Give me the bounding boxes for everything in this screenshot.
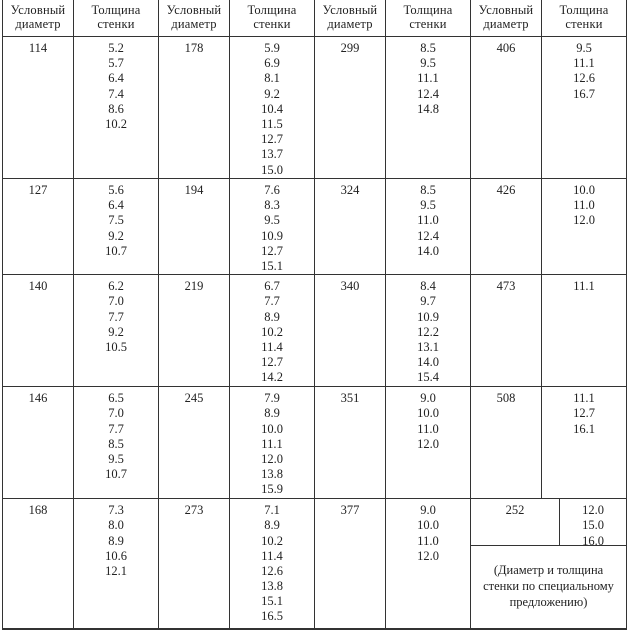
wall-thickness-value: 11.1 [573,279,595,294]
wall-thickness-value: 9.2 [264,86,280,101]
header-diameter: Условный диаметр [471,0,542,37]
header-wall-thickness: Толщина стенки [230,0,315,37]
wall-thickness-value: 10.0 [417,518,439,533]
wall-thickness-value: 16.0 [582,533,604,548]
wall-thickness-value: 6.2 [108,279,124,294]
special-order-note: (Диаметр и толщина стенки по специальному предложению) [483,563,614,610]
diameter-cell: 127 [3,179,74,275]
wall-thickness-value: 6.4 [108,198,124,213]
wall-thickness-value: 11.4 [261,548,283,563]
wall-thickness-cell [386,179,471,275]
diameter-cell: 178 [159,37,230,179]
wall-thickness-value: 13.8 [261,579,283,594]
wall-thickness-value: 10.5 [105,339,127,354]
wall-thickness-value: 11.0 [573,198,595,213]
wall-thickness-value: 12.6 [261,563,283,578]
wall-thickness-value: 7.0 [108,406,124,421]
wall-thickness-value: 9.5 [420,198,436,213]
wall-thickness-value: 8.4 [420,279,436,294]
wall-thickness-value: 9.5 [108,451,124,466]
wall-thickness-value: 11.1 [573,56,595,71]
wall-thickness-cell [542,275,627,387]
wall-thickness-value: 12.7 [573,406,595,421]
wall-thickness-value: 12.0 [261,451,283,466]
diameter-cell: 473 [471,275,542,387]
wall-thickness-value: 14.2 [261,370,283,385]
table-body [3,37,627,629]
diameter-cell: 340 [315,275,386,387]
wall-thickness-value: 12.0 [573,213,595,228]
wall-thickness-value: 11.1 [261,436,283,451]
diameter-cell: 219 [159,275,230,387]
wall-thickness-value: 8.1 [264,71,280,86]
wall-thickness-value: 9.0 [420,503,436,518]
diameter-cell: 168 [3,499,74,629]
wall-thickness-value: 9.7 [420,294,436,309]
table-row [3,275,627,387]
wall-thickness-value: 6.7 [264,279,280,294]
wall-thickness-value: 5.2 [108,41,124,55]
wall-thickness-cell [230,499,315,629]
wall-thickness-value: 11.1 [573,391,595,406]
wall-thickness-value: 11.4 [261,339,283,354]
diameter-cell: 377 [315,499,386,629]
wall-thickness-value: 11.0 [417,213,439,228]
wall-thickness-value: 7.0 [108,294,124,309]
diameter-cell: 406 [471,37,542,179]
wall-thickness-cell [386,37,471,179]
wall-thickness-value: 8.9 [264,518,280,533]
header-wall-thickness: Толщина стенки [386,0,471,37]
wall-thickness-cell [230,179,315,275]
wall-thickness-cell [74,499,159,629]
wall-thickness-value: 7.3 [108,503,124,518]
wall-thickness-cell [230,387,315,499]
wall-thickness-value: 8.9 [108,533,124,548]
wall-thickness-value: 8.9 [264,406,280,421]
wall-thickness-value: 12.6 [573,71,595,86]
header-diameter: Условный диаметр [315,0,386,37]
wall-thickness-value: 7.4 [108,86,124,101]
wall-thickness-value: 15.9 [261,482,283,497]
wall-thickness-value: 6.4 [108,71,124,86]
wall-thickness-value: 9.0 [420,391,436,406]
wall-thickness-value: 12.7 [261,243,283,258]
header-wall-thickness: Толщина стенки [542,0,627,37]
wall-thickness-value: 9.2 [108,228,124,243]
wall-thickness-value: 13.7 [261,147,283,162]
wall-thickness-cell [230,275,315,387]
diameter-cell: 140 [3,275,74,387]
wall-thickness-value: 12.0 [582,503,604,518]
wall-thickness-cell [74,275,159,387]
wall-thickness-value: 15.1 [261,594,283,609]
diameter-cell: 299 [315,37,386,179]
wall-thickness-value: 7.7 [108,421,124,436]
wall-thickness-value: 15.4 [417,370,439,385]
wall-thickness-value: 10.0 [573,183,595,197]
wall-thickness-value: 12.7 [261,355,283,370]
wall-thickness-value: 14.8 [417,101,439,116]
wall-thickness-value: 10.2 [261,533,283,548]
wall-thickness-cell [386,499,471,629]
wall-thickness-value: 9.5 [264,213,280,228]
header-diameter: Условный диаметр [159,0,230,37]
wall-thickness-value: 5.6 [108,183,124,197]
wall-thickness-cell [386,275,471,387]
wall-thickness-value: 8.5 [108,436,124,451]
wall-thickness-value: 10.2 [105,116,127,131]
wall-thickness-value: 7.6 [264,183,280,197]
table-row [3,499,627,629]
wall-thickness-value: 15.0 [261,162,283,177]
wall-thickness-cell [542,179,627,275]
wall-thickness-value: 11.0 [417,533,439,548]
diameter-cell: 351 [315,387,386,499]
header-row [3,0,627,37]
diameter-cell: 146 [3,387,74,499]
wall-thickness-value: 16.7 [573,86,595,101]
wall-thickness-value: 12.4 [417,228,439,243]
diameter-cell: 508 [471,387,542,499]
wall-thickness-value: 10.4 [261,101,283,116]
wall-thickness-value: 5.9 [264,41,280,55]
table-row [3,179,627,275]
wall-thickness-value: 13.1 [417,339,439,354]
wall-thickness-value: 9.5 [576,41,592,55]
wall-thickness-value: 8.9 [264,309,280,324]
wall-thickness-value: 10.9 [417,309,439,324]
wall-thickness-cell [74,179,159,275]
wall-thickness-value: 11.0 [417,421,439,436]
diameter-cell: 324 [315,179,386,275]
wall-thickness-value: 12.2 [417,324,439,339]
wall-thickness-value: 12.0 [417,436,439,451]
pipe-dimensions-table [2,0,627,630]
wall-thickness-cell [230,37,315,179]
wall-thickness-cell [542,387,627,499]
wall-thickness-value: 10.7 [105,467,127,482]
wall-thickness-value: 6.9 [264,56,280,71]
wall-thickness-value: 7.9 [264,391,280,406]
wall-thickness-value: 10.0 [417,406,439,421]
wall-thickness-value: 14.0 [417,243,439,258]
wall-thickness-value: 7.7 [108,309,124,324]
wall-thickness-value: 16.1 [573,421,595,436]
wall-thickness-cell [542,37,627,179]
diameter-cell: 426 [471,179,542,275]
wall-thickness-value: 8.5 [420,41,436,55]
wall-thickness-value: 15.1 [261,258,283,273]
wall-thickness-value: 12.0 [417,548,439,563]
wall-thickness-cell [386,387,471,499]
wall-thickness-value: 13.8 [261,467,283,482]
wall-thickness-value: 6.5 [108,391,124,406]
wall-thickness-value: 15.0 [582,518,604,533]
diameter-cell: 194 [159,179,230,275]
wall-thickness-cell [74,37,159,179]
wall-thickness-value: 8.5 [420,183,436,197]
header-diameter: Условный диаметр [3,0,74,37]
wall-thickness-value: 12.4 [417,86,439,101]
wall-thickness-value: 10.9 [261,228,283,243]
wall-thickness-value: 12.7 [261,132,283,147]
wall-thickness-value: 7.5 [108,213,124,228]
wall-thickness-value: 7.7 [264,294,280,309]
wall-thickness-value: 7.1 [264,503,280,518]
wall-thickness-value: 8.6 [108,101,124,116]
wall-thickness-value: 8.3 [264,198,280,213]
wall-thickness-value: 10.0 [261,421,283,436]
table-row [3,387,627,499]
diameter-cell: 114 [3,37,74,179]
wall-thickness-value: 9.5 [420,56,436,71]
wall-thickness-value: 10.7 [105,243,127,258]
wall-thickness-value: 16.5 [261,609,283,624]
wall-thickness-value: 12.1 [105,563,127,578]
diameter-cell: 273 [159,499,230,629]
special-diameter: 252 [471,499,560,545]
wall-thickness-value: 10.2 [261,324,283,339]
table-row [3,37,627,179]
header-wall-thickness: Толщина стенки [74,0,159,37]
wall-thickness-value: 5.7 [108,56,124,71]
wall-thickness-value: 8.0 [108,518,124,533]
wall-thickness-value: 11.1 [417,71,439,86]
special-wall-thickness [560,499,626,548]
wall-thickness-value: 9.2 [108,324,124,339]
diameter-cell: 245 [159,387,230,499]
special-order-cell [471,499,627,629]
wall-thickness-value: 11.5 [261,116,283,131]
wall-thickness-value: 10.6 [105,548,127,563]
wall-thickness-value: 14.0 [417,355,439,370]
wall-thickness-cell [74,387,159,499]
